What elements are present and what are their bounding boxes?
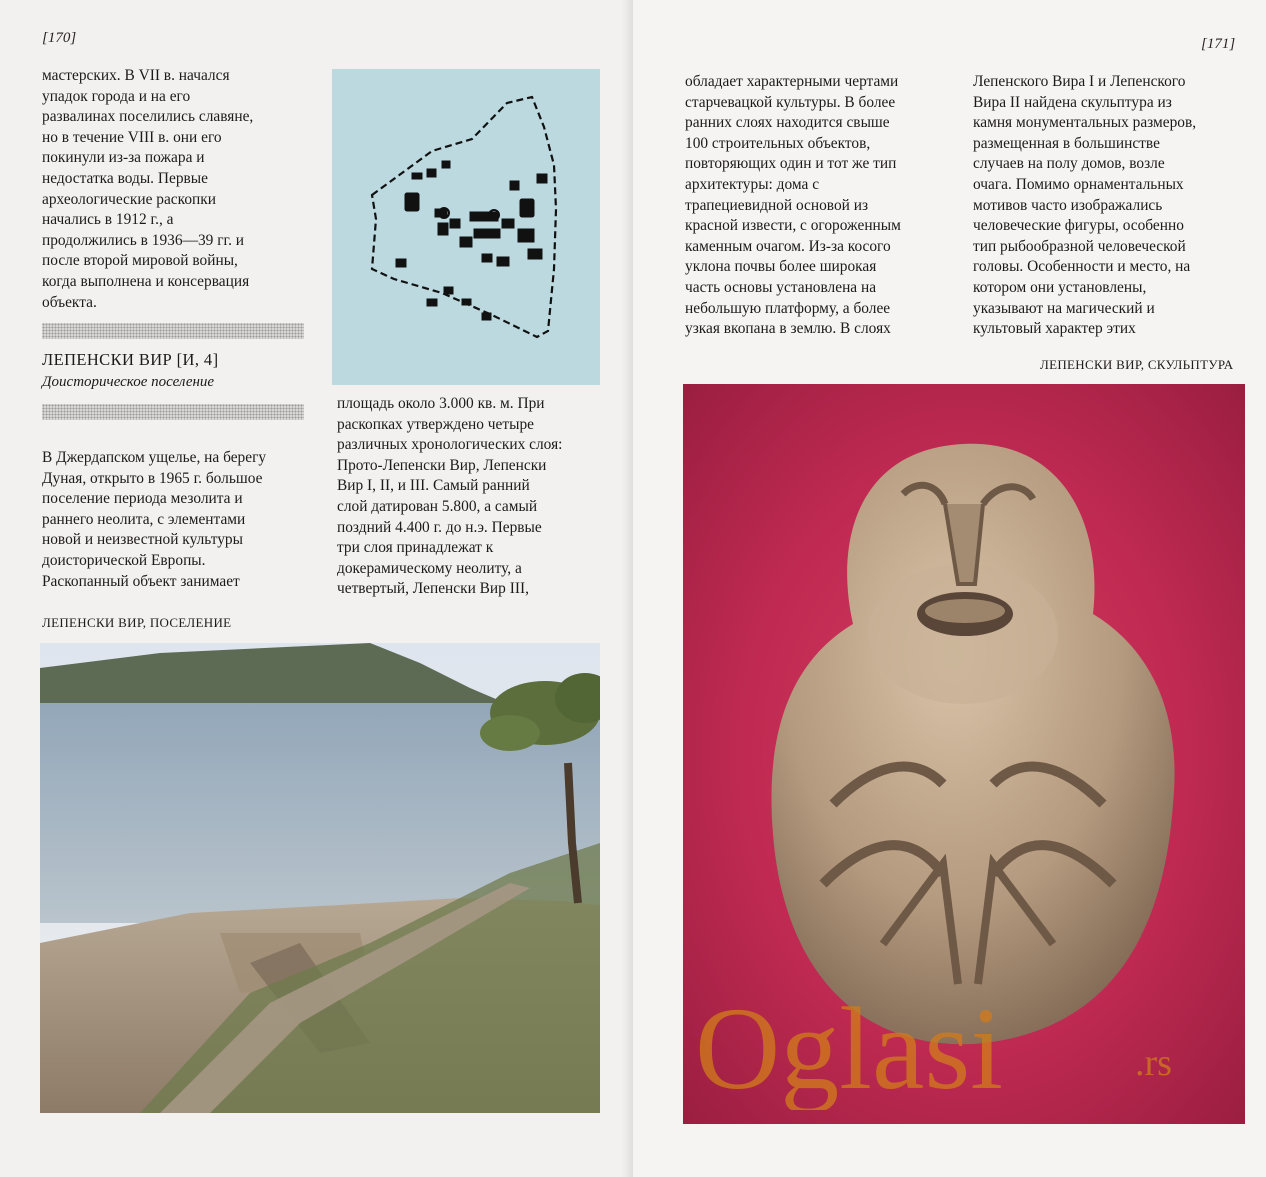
photo-caption-sculpture: ЛЕПЕНСКИ ВИР, СКУЛЬПТУРА xyxy=(1040,357,1234,372)
text-line: часть основы установлена на xyxy=(685,278,877,296)
text-right-col2 xyxy=(973,72,1253,340)
text-line: В Джердапском ущелье, на берегу xyxy=(42,449,267,466)
text-line: указывают на магический и xyxy=(973,299,1155,317)
text-line: докерамическому неолиту, а xyxy=(337,559,522,577)
text-line: раскопках утверждено четыре xyxy=(337,415,534,433)
text-line: ранних слоях находится свыше xyxy=(685,114,890,132)
text-line: каменным очагом. Из-за косого xyxy=(685,237,891,255)
text-line: очага. Помимо орнаментальных xyxy=(973,175,1184,193)
text-line: размещенная в большинстве xyxy=(973,134,1160,152)
text-line: культовый характер этих xyxy=(973,320,1136,338)
watermark-brand: Oglasi xyxy=(695,983,1004,1110)
text-line: головы. Особенности и место, на xyxy=(973,258,1191,276)
watermark-logo-svg xyxy=(695,980,1235,1110)
folio-left: [170] xyxy=(42,30,77,46)
text-line: три слоя принадлежат к xyxy=(337,539,494,557)
text-line: Вира II найдена скульптура из xyxy=(973,93,1172,111)
text-line: Дуная, открыто в 1965 г. большое xyxy=(42,469,263,487)
site-plan-diagram xyxy=(332,69,600,385)
text-line: случаев на полу домов, возле xyxy=(973,155,1165,173)
text-line: доисторической Европы. xyxy=(42,551,206,569)
text-line: начались в 1912 г., а xyxy=(42,211,174,229)
text-line: слой датирован 5.800, а самый xyxy=(337,497,538,515)
text-line: развалинах поселились славяне, xyxy=(42,108,254,126)
text-line: различных хронологических слоя: xyxy=(337,436,563,454)
text-line: недостатка воды. Первые xyxy=(42,169,208,187)
text-col1-bottom xyxy=(42,448,322,592)
text-line: тип рыбообразной человеческой xyxy=(973,237,1186,255)
text-line: старчевацкой культуры. В более xyxy=(685,93,896,111)
section-heading: ЛЕПЕНСКИ ВИР [И, 4] xyxy=(42,350,219,369)
text-line: узкая вкопана в землю. В слоях xyxy=(685,320,891,338)
text-line: новой и неизвестной культуры xyxy=(42,531,243,549)
text-line: четвертый, Лепенски Вир III, xyxy=(337,580,529,598)
text-line: мастерских. В VII в. начался xyxy=(42,67,230,84)
text-line: повторяющих один и тот же тип xyxy=(685,155,897,173)
text-line: Прото-Лепенски Вир, Лепенски xyxy=(337,456,547,474)
text-line: Лепенского Вира I и Лепенского xyxy=(973,73,1186,90)
folio-right: [171] xyxy=(1201,36,1236,52)
text-line: мотивов часто изображались xyxy=(973,196,1163,214)
text-line: но в течение VIII в. они его xyxy=(42,128,222,146)
text-line: архитектуры: дома с xyxy=(685,175,820,193)
text-line: поздний 4.400 г. до н.э. Первые xyxy=(337,518,542,536)
section-rule-top xyxy=(42,323,304,339)
text-line: человеческие фигуры, особенно xyxy=(973,217,1184,235)
text-line: покинули из-за пожара и xyxy=(42,149,205,167)
text-line: трапециевидной основой из xyxy=(685,196,869,214)
text-line: после второй мировой войны, xyxy=(42,252,238,270)
text-line: Вир I, II, и III. Самый ранний xyxy=(337,477,530,495)
text-line: красной извести, с огороженным xyxy=(685,217,901,235)
watermark-logo xyxy=(695,980,1235,1110)
watermark-suffix: .rs xyxy=(1135,1042,1172,1084)
text-line: упадок города и на его xyxy=(42,87,191,105)
text-col1-top xyxy=(42,66,322,313)
text-line: объекта. xyxy=(42,293,97,311)
section-subheading: Доисторическое поселение xyxy=(42,374,215,390)
text-line: поселение периода мезолита и xyxy=(42,490,243,508)
text-line: камня монументальных размеров, xyxy=(973,114,1197,132)
photo-caption-settlement: ЛЕПЕНСКИ ВИР, ПОСЕЛЕНИЕ xyxy=(42,615,232,630)
text-line: площадь около 3.000 кв. м. При xyxy=(337,395,545,412)
text-line: небольшую платформу, а более xyxy=(685,299,891,317)
text-line: археологические раскопки xyxy=(42,190,216,208)
text-line: Раскопанный объект занимает xyxy=(42,572,240,590)
text-line: продолжились в 1936—39 гг. и xyxy=(42,231,245,249)
section-rule-bottom xyxy=(42,404,304,420)
text-line: обладает характерными чертами xyxy=(685,73,899,90)
text-right-col1 xyxy=(685,72,955,340)
text-line: уклона почвы более широкая xyxy=(685,258,877,276)
site-plan-svg xyxy=(332,69,600,385)
settlement-photo-svg xyxy=(40,643,600,1113)
text-line: котором они установлены, xyxy=(973,278,1147,296)
text-line: 100 строительных объектов, xyxy=(685,134,871,152)
settlement-photo xyxy=(40,643,600,1113)
text-line: раннего неолита, с элементами xyxy=(42,510,246,528)
text-line: когда выполнена и консервация xyxy=(42,272,250,290)
text-col2-bottom xyxy=(337,394,607,600)
